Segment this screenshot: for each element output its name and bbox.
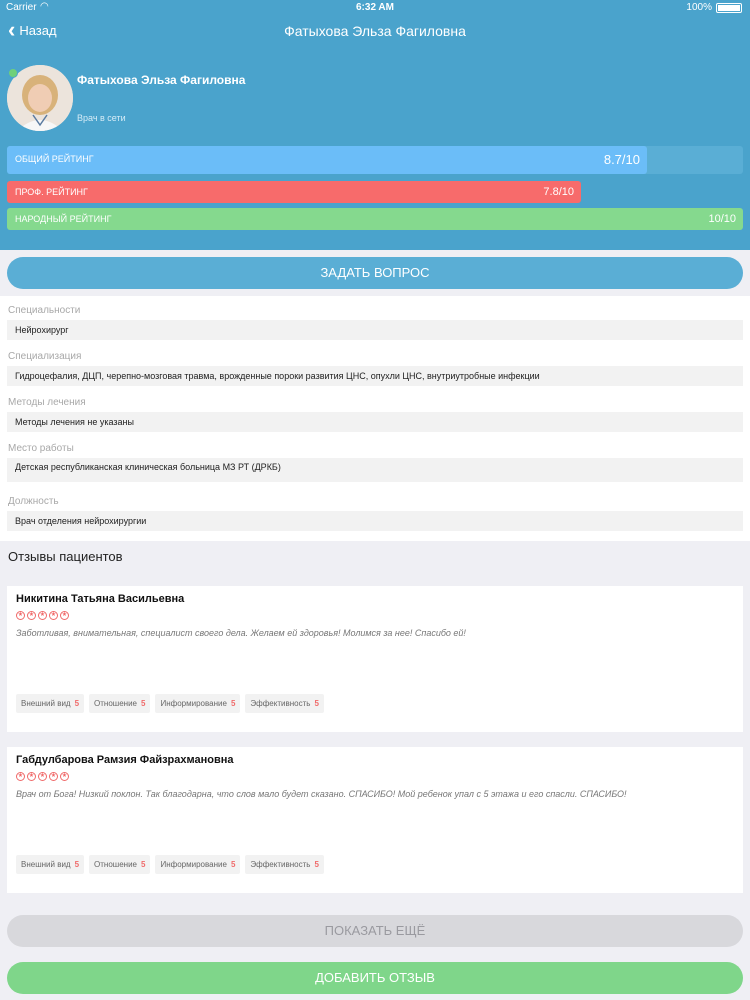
review-tag: [155, 694, 240, 713]
rating-label: ПРОФ. РЕЙТИНГ: [15, 187, 88, 197]
rating-value: 10/10: [708, 213, 736, 225]
rating-overall: [7, 146, 743, 174]
nav-title: Фатыхова Эльза Фагиловна: [284, 23, 466, 39]
star-icon: ★: [17, 612, 24, 618]
rating-professional: [7, 181, 743, 203]
review-tag: [16, 855, 84, 874]
tag-label: Отношение: [94, 699, 138, 708]
review-stars: [16, 611, 69, 620]
rating-label: НАРОДНЫЙ РЕЙТИНГ: [15, 214, 112, 224]
review-tags: [16, 694, 324, 713]
tag-score: 5: [74, 860, 80, 869]
star-icon: ★: [28, 773, 35, 779]
tag-score: 5: [74, 699, 80, 708]
review-tag: [245, 855, 324, 874]
review-tag: [155, 855, 240, 874]
carrier-label: Carrier: [6, 2, 37, 13]
status-time: 6:32 AM: [356, 2, 394, 13]
specialties-value: Нейрохирург: [7, 320, 743, 340]
tag-label: Информирование: [160, 860, 227, 869]
tag-label: Внешний вид: [21, 860, 71, 869]
review-card: [7, 586, 743, 732]
show-more-button[interactable]: ПОКАЗАТЬ ЕЩЁ: [7, 915, 743, 947]
rating-label: ОБЩИЙ РЕЙТИНГ: [15, 154, 94, 164]
online-indicator: [8, 68, 18, 78]
star-icon: ★: [61, 612, 68, 618]
doctor-status: Врач в сети: [77, 113, 126, 123]
rating-public: [7, 208, 743, 230]
nav-bar: [0, 16, 750, 48]
star-icon: ★: [39, 773, 46, 779]
add-review-button[interactable]: ДОБАВИТЬ ОТЗЫВ: [7, 962, 743, 994]
star-icon: ★: [50, 612, 57, 618]
treatment-methods-label: Методы лечения: [8, 397, 86, 408]
rating-bar: [7, 146, 647, 174]
review-stars: [16, 772, 69, 781]
position-label: Должность: [8, 496, 59, 507]
workplace-label: Место работы: [8, 443, 74, 454]
treatment-methods-value: Методы лечения не указаны: [7, 412, 743, 432]
back-label: Назад: [19, 22, 57, 38]
tag-score: 5: [230, 699, 236, 708]
star-icon: ★: [39, 612, 46, 618]
tag-label: Отношение: [94, 860, 138, 869]
star-icon: ★: [50, 773, 57, 779]
workplace-value: Детская республиканская клиническая больница МЗ РТ (ДРКБ): [7, 458, 743, 482]
wifi-icon: ◠: [40, 1, 49, 12]
rating-bar: [7, 181, 581, 203]
reviewer-name: Габдулбарова Рамзия Файзрахмановна: [16, 754, 234, 766]
review-tag: [16, 694, 84, 713]
reviewer-name: Никитина Татьяна Васильевна: [16, 593, 185, 605]
specialties-label: Специальности: [8, 305, 81, 316]
star-icon: ★: [28, 612, 35, 618]
tag-score: 5: [314, 699, 319, 708]
tag-score: 5: [230, 860, 236, 869]
review-tags: [16, 855, 324, 874]
rating-value: 7.8/10: [543, 186, 574, 198]
review-tag: [89, 694, 150, 713]
status-bar: [0, 0, 750, 16]
specialization-label: Специализация: [8, 351, 82, 362]
tag-label: Эффективность: [250, 860, 311, 869]
star-icon: ★: [17, 773, 24, 779]
ask-question-button[interactable]: ЗАДАТЬ ВОПРОС: [7, 257, 743, 289]
star-icon: ★: [61, 773, 68, 779]
doctor-info-panel: [0, 296, 750, 541]
position-value: Врач отделения нейрохирургии: [7, 511, 743, 531]
tag-score: 5: [141, 860, 146, 869]
doctor-name: Фатыхова Эльза Фагиловна: [77, 73, 246, 87]
review-tag: [245, 694, 324, 713]
tag-score: 5: [141, 699, 146, 708]
profile-header: [0, 0, 750, 250]
tag-label: Информирование: [160, 699, 227, 708]
review-card: [7, 747, 743, 893]
specialization-value: Гидроцефалия, ДЦП, черепно-мозговая травма, врожденные пороки развития ЦНС, опухли ЦНС, внутриутробные инфекции: [7, 366, 743, 386]
rating-bar: [7, 208, 743, 230]
review-tag: [89, 855, 150, 874]
reviews-title: Отзывы пациентов: [8, 549, 123, 564]
review-text: Врач от Бога! Низкий поклон. Так благодарна, что слов мало будет сказано. СПАСИБО! Мой ребенок упал с 5 этажа и его спасли. СПАСИБО!: [16, 789, 627, 799]
tag-label: Эффективность: [250, 699, 311, 708]
battery-icon: [716, 3, 742, 13]
battery-percent: 100%: [686, 2, 712, 13]
tag-score: 5: [314, 860, 319, 869]
tag-label: Внешний вид: [21, 699, 71, 708]
rating-value: 8.7/10: [603, 152, 640, 167]
review-text: Заботливая, внимательная, специалист своего дела. Желаем ей здоровья! Молимся за нее! Спасибо ей!: [16, 628, 466, 638]
chevron-left-icon: ‹: [8, 17, 16, 42]
